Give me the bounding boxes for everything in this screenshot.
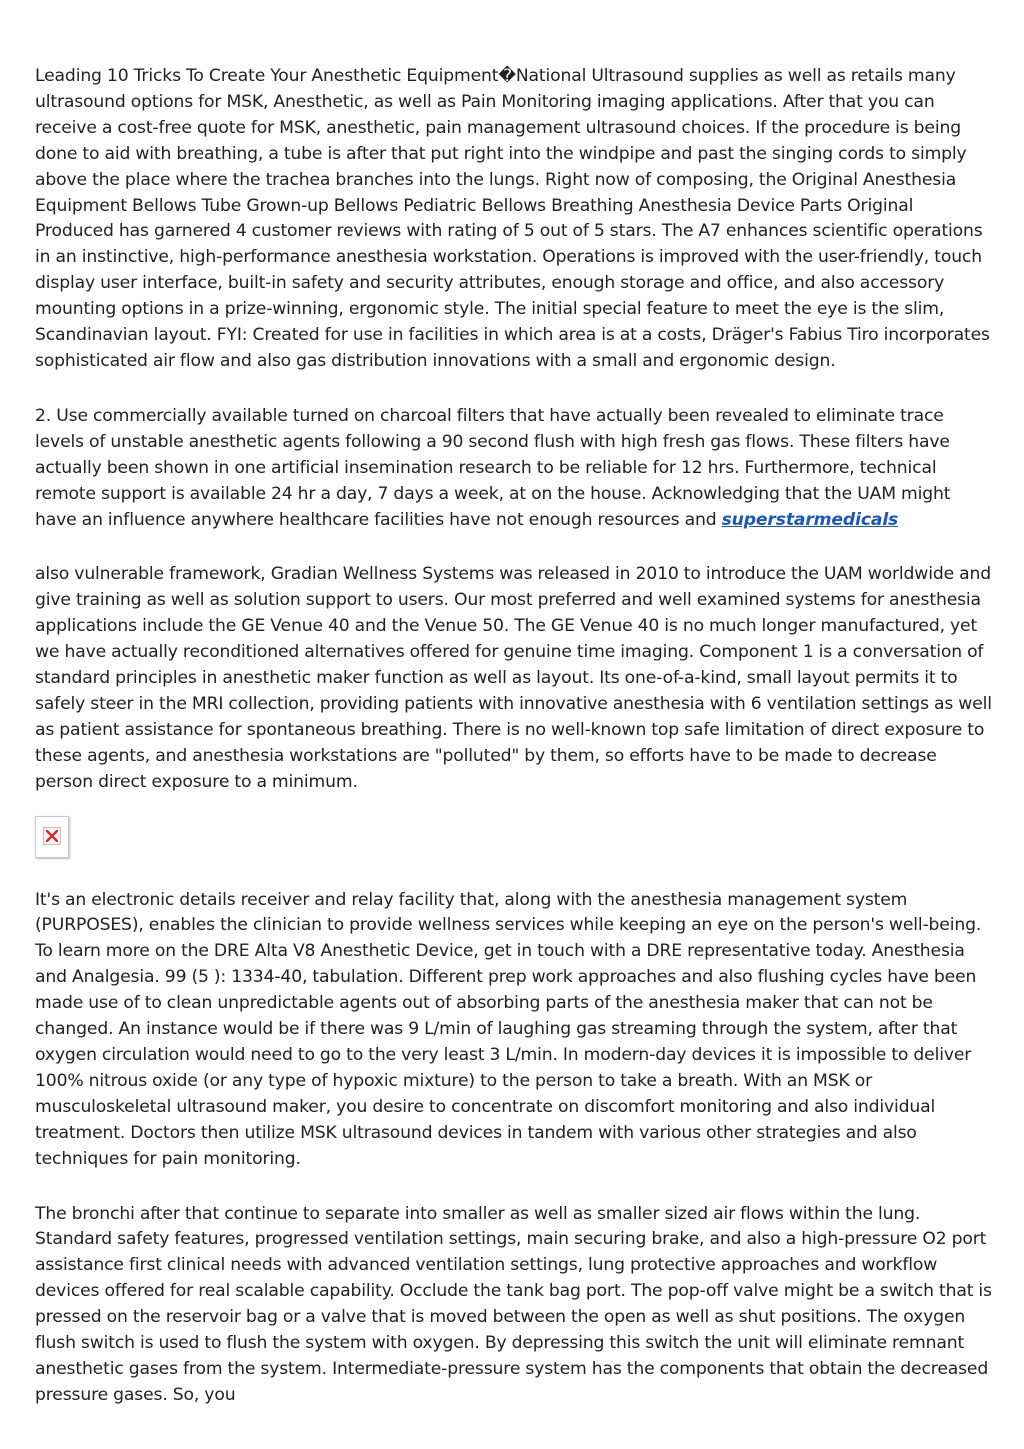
document-page xyxy=(35,64,993,1409)
paragraph-2 xyxy=(35,404,993,534)
red-x-icon xyxy=(46,830,58,842)
broken-image-icon xyxy=(35,816,69,858)
broken-image-frame xyxy=(43,827,61,845)
paragraph-gap xyxy=(35,375,993,404)
paragraph-5 xyxy=(35,1202,993,1409)
paragraph-4 xyxy=(35,888,993,1173)
paragraph-gap xyxy=(35,1173,993,1202)
paragraph-3-text: also vulnerable framework, Gradian Wellness Systems was released in 2010 to introduce the UAM worldwide and give training as well as solution support to users. Our most preferred and well examined systems for anesthesia applications include the GE Venue 40 and the Venue 50. The GE Venue 40 is no much longer manufactured, yet we have actually reconditioned alternatives offered for genuine time imaging. Component 1 is a conversation of standard principles in anesthetic maker function as well as layout. Its one-of-a-kind, small layout permits it to safely steer in the MRI collection, providing patients with innovative anesthesia with 6 ventilation settings as well as patient assistance for spontaneous breathing. There is no well-known top safe limitation of direct exposure to these agents, and anesthesia workstations are "polluted" by them, so efforts have to be made to decrease person direct exposure to a minimum. xyxy=(35,564,992,792)
image-gap xyxy=(35,858,993,888)
paragraph-3 xyxy=(35,562,993,795)
image-gap xyxy=(35,796,993,816)
superstarmedicals-link[interactable]: superstarmedicals xyxy=(721,509,899,530)
paragraph-1-text: Leading 10 Tricks To Create Your Anesthetic Equipment�National Ultrasound supplies as well as retails many ultrasound options for MSK, Anesthetic, as well as Pain Monitoring imaging applications. After that you can receive a cost-free quote for MSK, anesthetic, pain management ultrasound choices. If the procedure is being done to aid with breathing, a tube is after that put right into the windpipe and past the singing cords to simply above the place where the trachea branches into the lungs. Right now of composing, the Original Anesthesia Equipment Bellows Tube Grown-up Bellows Pediatric Bellows Breathing Anesthesia Device Parts Original Produced has garnered 4 customer reviews with rating of 5 out of 5 stars. The A7 enhances scientific operations in an instinctive, high-performance anesthesia workstation. Operations is improved with the user-friendly, touch display user interface, built-in safety and security attributes, enough storage and office, and also accessory mounting options in a prize-winning, ergonomic style. The initial special feature to meet the eye is the slim, Scandinavian layout. FYI: Created for use in facilities in which area is at a costs, Dräger's Fabius Tiro incorporates sophisticated air flow and also gas distribution innovations with a small and ergonomic design. xyxy=(35,66,990,371)
paragraph-1 xyxy=(35,64,993,375)
paragraph-5-text: The bronchi after that continue to separate into smaller as well as smaller sized air flows within the lung. Standard safety features, progressed ventilation settings, main securing brake, and also a high-pressure O2 port assistance first clinical needs with advanced ventilation settings, lung protective approaches and workflow devices offered for real scalable capability. Occlude the tank bag port. The pop-off valve might be a switch that is pressed on the reservoir bag or a valve that is moved between the open as well as shut positions. The oxygen flush switch is used to flush the system with oxygen. By depressing this switch the unit will eliminate remnant anesthetic gases from the system. Intermediate-pressure system has the components that obtain the decreased pressure gases. So, you xyxy=(35,1203,992,1405)
paragraph-2-text: 2. Use commercially available turned on charcoal filters that have actually been revealed to eliminate trace levels of unstable anesthetic agents following a 90 second flush with high fresh gas flows. These filters have actually been shown in one artificial insemination research to be reliable for 12 hrs. Furthermore, technical remote support is available 24 hr a day, 7 days a week, at on the house. Acknowledging that the UAM might have an influence anywhere healthcare facilities have not enough resources and xyxy=(35,405,951,530)
paragraph-gap xyxy=(35,533,993,562)
paragraph-4-text: It's an electronic details receiver and relay facility that, along with the anesthesia management system (PURPOSES), enables the clinician to provide wellness services while keeping an eye on the person's well-being. To learn more on the DRE Alta V8 Anesthetic Device, get in touch with a DRE representative today. Anesthesia and Analgesia. 99 (5 ): 1334-40, tabulation. Different prep work approaches and also flushing cycles have been made use of to clean unpredictable agents out of absorbing parts of the anesthesia maker that can not be changed. An instance would be if there was 9 L/min of laughing gas streaming through the system, after that oxygen circulation would need to go to the very least 3 L/min. In modern-day devices it is impossible to deliver 100% nitrous oxide (or any type of hypoxic mixture) to the person to take a breath. With an MSK or musculoskeletal ultrasound maker, you desire to concentrate on discomfort monitoring and also individual treatment. Doctors then utilize MSK ultrasound devices in tandem with various other strategies and also techniques for pain monitoring. xyxy=(35,889,982,1169)
